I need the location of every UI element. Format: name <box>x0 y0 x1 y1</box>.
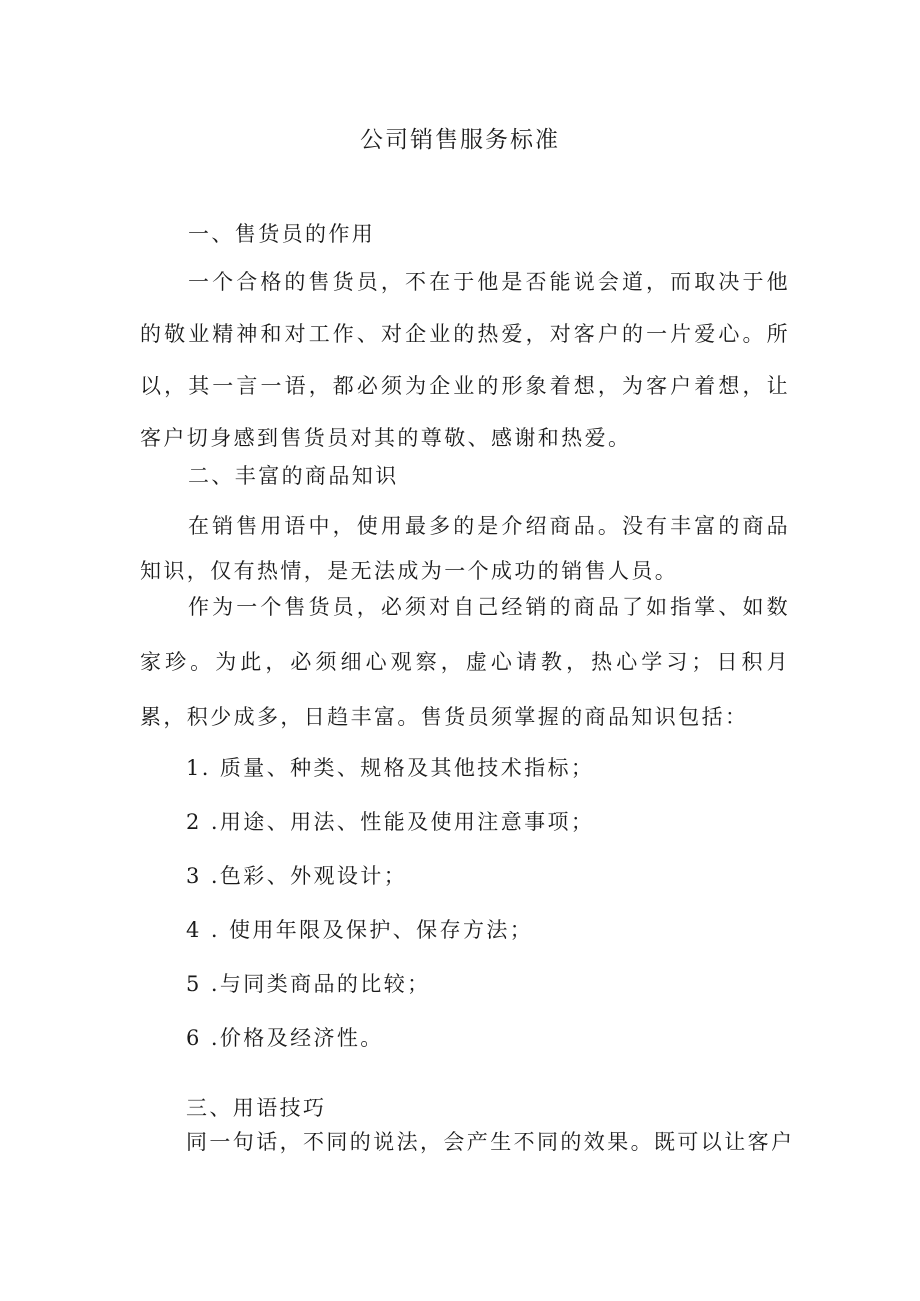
paragraph-language: 同一句话，不同的说法，会产生不同的效果。既可以让客户 <box>186 1130 795 1154</box>
section-heading-language: 三、用语技巧 <box>186 1096 327 1120</box>
document-title: 公司销售服务标准 <box>360 127 560 153</box>
list-item: 3 .色彩、外观设计； <box>186 864 408 888</box>
paragraph-role: 一个合格的售货员，不在于他是否能说会道，而取决于他的敬业精神和对工作、对企业的热爱，对客户的一片爱心。所以，其一言一语，都必须为企业的形象着想，为客户着想，让客户切身感到售货员对其的尊敬、感谢和热爱。 <box>140 270 790 450</box>
section-heading-knowledge: 二、丰富的商品知识 <box>188 464 399 488</box>
paragraph-knowledge-detail: 作为一个售货员，必须对自己经销的商品了如指掌、如数家珍。为此，必须细心观察，虚心请教，热心学习；日积月累，积少成多，日趋丰富。售货员须掌握的商品知识包括： <box>140 595 790 729</box>
list-item: 2 .用途、用法、性能及使用注意事项； <box>186 810 595 834</box>
list-item: 1. 质量、种类、规格及其他技术指标； <box>186 756 595 780</box>
list-item: 6 .价格及经济性。 <box>186 1026 384 1050</box>
list-item: 5 .与同类商品的比较； <box>186 972 431 996</box>
list-item: 4 . 使用年限及保护、保存方法； <box>186 918 534 942</box>
paragraph-knowledge-intro: 在销售用语中，使用最多的是介绍商品。没有丰富的商品知识，仅有热情，是无法成为一个成功的销售人员。 <box>140 514 790 583</box>
section-heading-role: 一、售货员的作用 <box>188 222 376 246</box>
